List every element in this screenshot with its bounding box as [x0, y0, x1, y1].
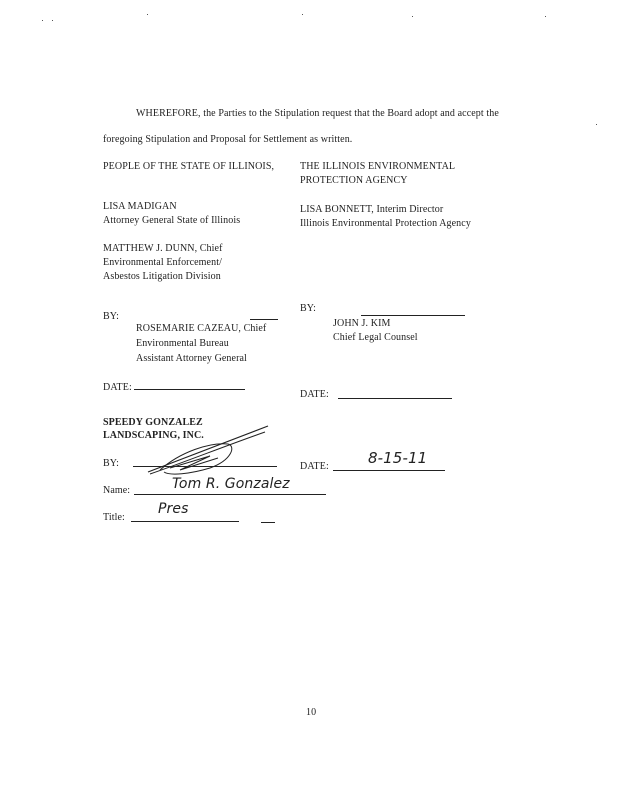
chief-name: MATTHEW J. DUNN, Chief [103, 243, 223, 254]
chief-title-2: Asbestos Litigation Division [103, 271, 221, 282]
director-name: LISA BONNETT, Interim Director [300, 204, 444, 215]
right-party-heading-2: PROTECTION AGENCY [300, 175, 408, 186]
left-signature-line [250, 319, 278, 320]
left-by-label: BY: [103, 311, 120, 322]
company-name-1: SPEEDY GONZALEZ [103, 417, 203, 428]
right-signer-name: JOHN J. KIM [333, 318, 391, 329]
respondent-date-label: DATE: [300, 461, 329, 472]
chief-title-1: Environmental Enforcement/ [103, 257, 222, 268]
respondent-signature [140, 422, 280, 482]
left-signer-title-2: Assistant Attorney General [136, 353, 247, 364]
left-date-label: DATE: [103, 382, 132, 393]
company-name-2: LANDSCAPING, INC. [103, 430, 204, 441]
scan-speck [545, 16, 546, 17]
ag-name: LISA MADIGAN [103, 201, 177, 212]
intro-line-1: WHEREFORE, the Parties to the Stipulation request that the Board adopt and accept the [136, 108, 499, 119]
intro-line-2: foregoing Stipulation and Proposal for Settlement as written. [103, 134, 353, 145]
page-number: 10 [306, 707, 317, 718]
right-signature-line [361, 315, 465, 316]
scan-speck [42, 20, 43, 21]
scan-speck [52, 20, 53, 21]
handwritten-date: 8-15-11 [368, 449, 428, 467]
right-signer-title: Chief Legal Counsel [333, 332, 418, 343]
handwritten-name: Tom R. Gonzalez [172, 476, 290, 492]
respondent-title-line [131, 521, 239, 522]
handwritten-title: Pres [158, 501, 189, 517]
right-date-line [338, 398, 452, 399]
left-signer-name: ROSEMARIE CAZEAU, Chief [136, 323, 267, 334]
right-party-heading-1: THE ILLINOIS ENVIRONMENTAL [300, 161, 456, 172]
director-title: Illinois Environmental Protection Agency [300, 218, 471, 229]
respondent-name-line [134, 494, 326, 495]
right-date-label: DATE: [300, 389, 329, 400]
scan-speck [412, 16, 413, 17]
respondent-extra-line [261, 522, 275, 523]
left-signer-title-1: Environmental Bureau [136, 338, 229, 349]
ag-title: Attorney General State of Illinois [103, 215, 241, 226]
respondent-title-label: Title: [103, 512, 125, 523]
scan-speck [147, 14, 148, 15]
scan-speck [596, 124, 597, 125]
respondent-date-line [333, 470, 445, 471]
left-party-heading: PEOPLE OF THE STATE OF ILLINOIS, [103, 161, 275, 172]
respondent-by-label: BY: [103, 458, 120, 469]
scan-speck [302, 14, 303, 15]
left-date-line [134, 389, 245, 390]
respondent-name-label: Name: [103, 485, 131, 496]
right-by-label: BY: [300, 303, 317, 314]
